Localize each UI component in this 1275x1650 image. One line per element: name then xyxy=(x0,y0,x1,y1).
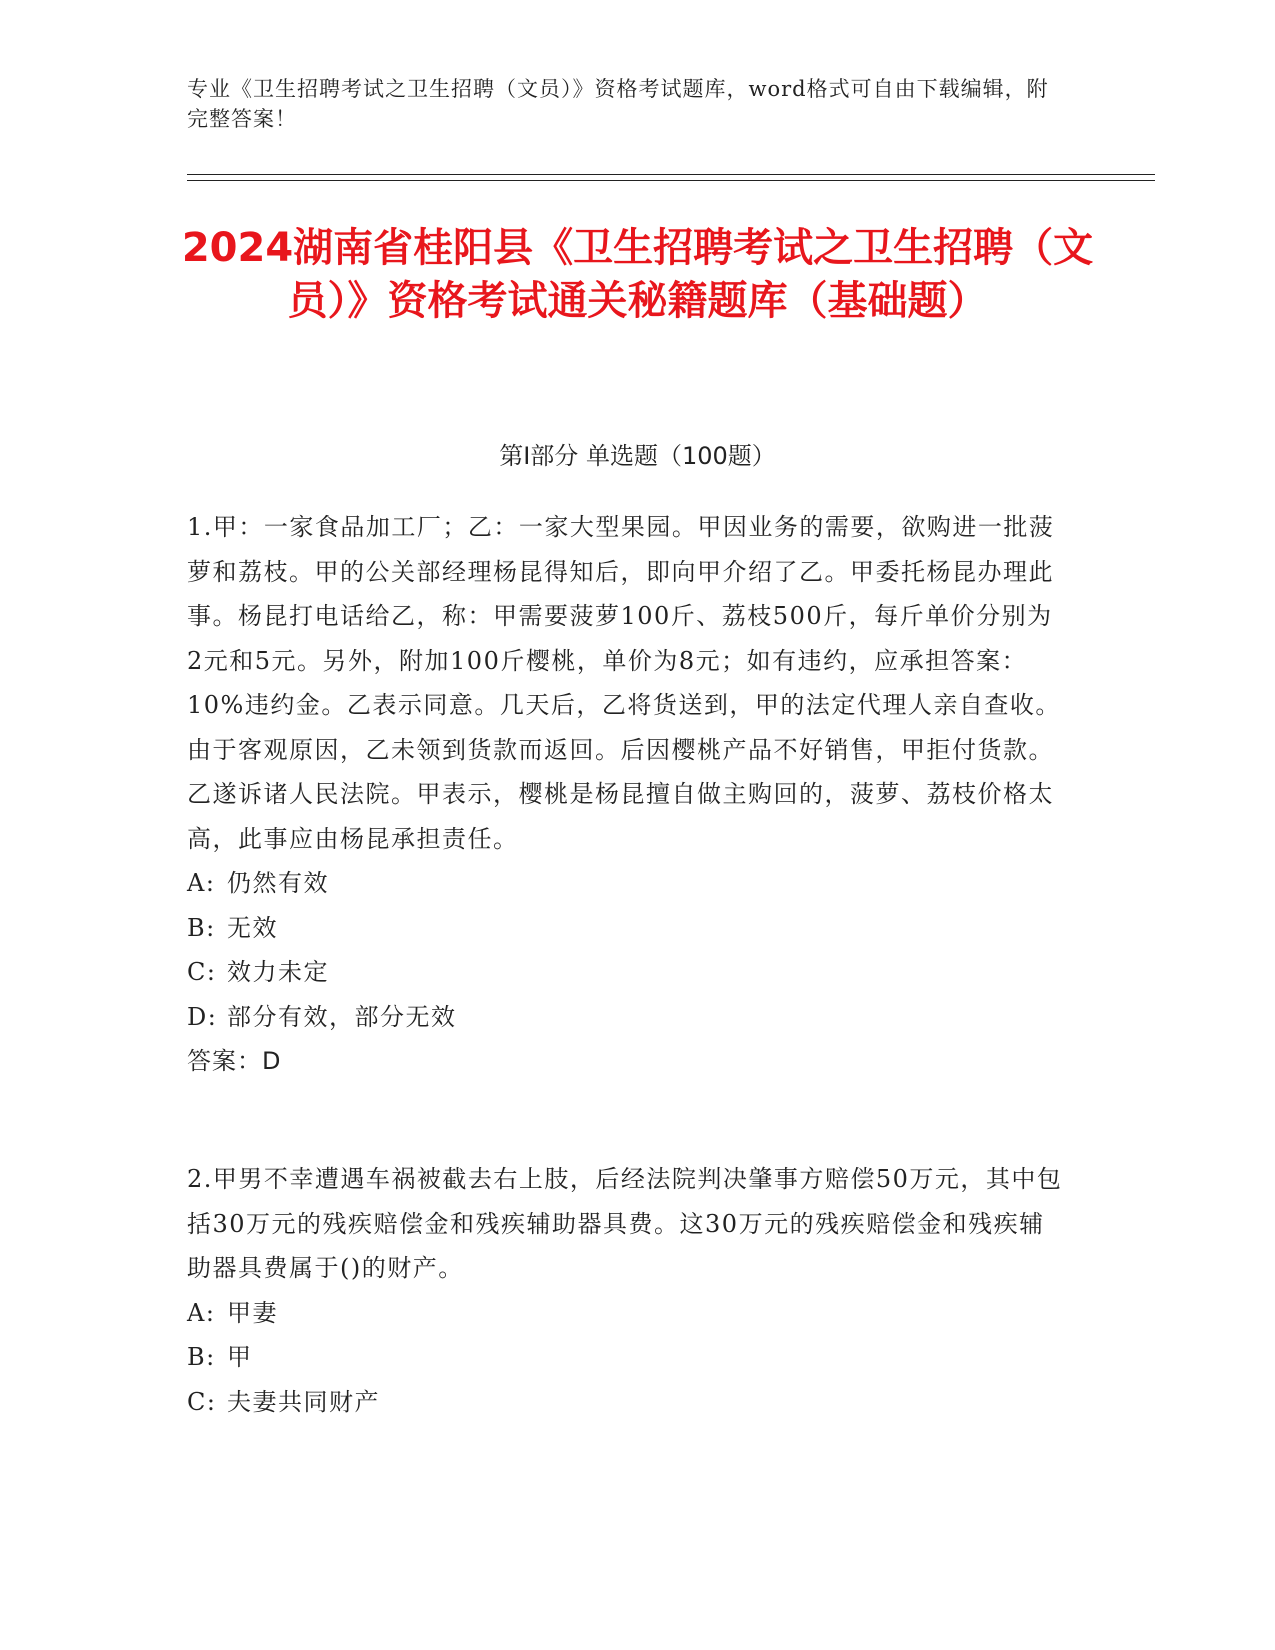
question-1 xyxy=(187,505,1067,1084)
option-b xyxy=(187,906,1067,951)
option-c xyxy=(187,950,1067,995)
option-text: 效力未定 xyxy=(227,958,329,986)
answer-line: 答案：D xyxy=(187,1047,282,1075)
option-a xyxy=(187,861,1067,906)
option-letter: D: xyxy=(187,1002,218,1031)
option-text: 仍然有效 xyxy=(227,869,329,897)
option-d xyxy=(187,995,1067,1040)
question-2 xyxy=(187,1157,1067,1424)
header-note: 专业《卫生招聘考试之卫生招聘（文员）》资格考试题库，word格式可自由下载编辑，附完整答案！ xyxy=(187,77,1049,131)
option-letter: B: xyxy=(187,1343,216,1371)
option-c xyxy=(187,1380,1067,1425)
option-letter: C: xyxy=(187,958,217,986)
option-text: 部分有效，部分无效 xyxy=(227,1002,457,1031)
option-text: 甲妻 xyxy=(227,1298,278,1327)
option-text: 夫妻共同财产 xyxy=(227,1387,380,1416)
document-title: 2024湖南省桂阳县《卫生招聘考试之卫生招聘（文员）》资格考试通关秘籍题库（基础题） xyxy=(181,225,1094,324)
question-stem: 1.甲：一家食品加工厂；乙：一家大型果园。甲因业务的需要，欲购进一批菠萝和荔枝。甲的公关部经理杨昆得知后，即向甲介绍了乙。甲委托杨昆办理此事。杨昆打电话给乙，称：甲需要菠萝100斤、荔枝500斤，每斤单价分别为2元和5元。另外，附加100斤樱桃，单价为8元；如有违约，应承担答案：10%违约金。乙表示同意。几天后，乙将货送到，甲的法定代理人亲自查收。由于客观原因，乙未领到货款而返回。后因樱桃产品不好销售，甲拒付货款。乙遂诉诸人民法院。甲表示，樱桃是杨昆擅自做主购回的，菠萝、荔枝价格太高，此事应由杨昆承担责任。 xyxy=(187,513,1061,853)
option-letter: B: xyxy=(187,913,216,942)
section-heading: 第I部分 单选题（100题） xyxy=(499,442,776,470)
header-divider xyxy=(187,174,1155,181)
option-letter: A: xyxy=(187,1298,216,1327)
option-letter: C: xyxy=(187,1387,217,1416)
option-text: 无效 xyxy=(227,913,278,942)
question-stem: 2.甲男不幸遭遇车祸被截去右上肢，后经法院判决肇事方赔偿50万元，其中包括30万元的残疾赔偿金和残疾辅助器具费。这30万元的残疾赔偿金和残疾辅助器具费属于()的财产。 xyxy=(187,1165,1063,1282)
option-a xyxy=(187,1291,1067,1336)
option-b xyxy=(187,1335,1067,1380)
option-text: 甲 xyxy=(227,1343,253,1371)
option-letter: A: xyxy=(187,869,216,897)
